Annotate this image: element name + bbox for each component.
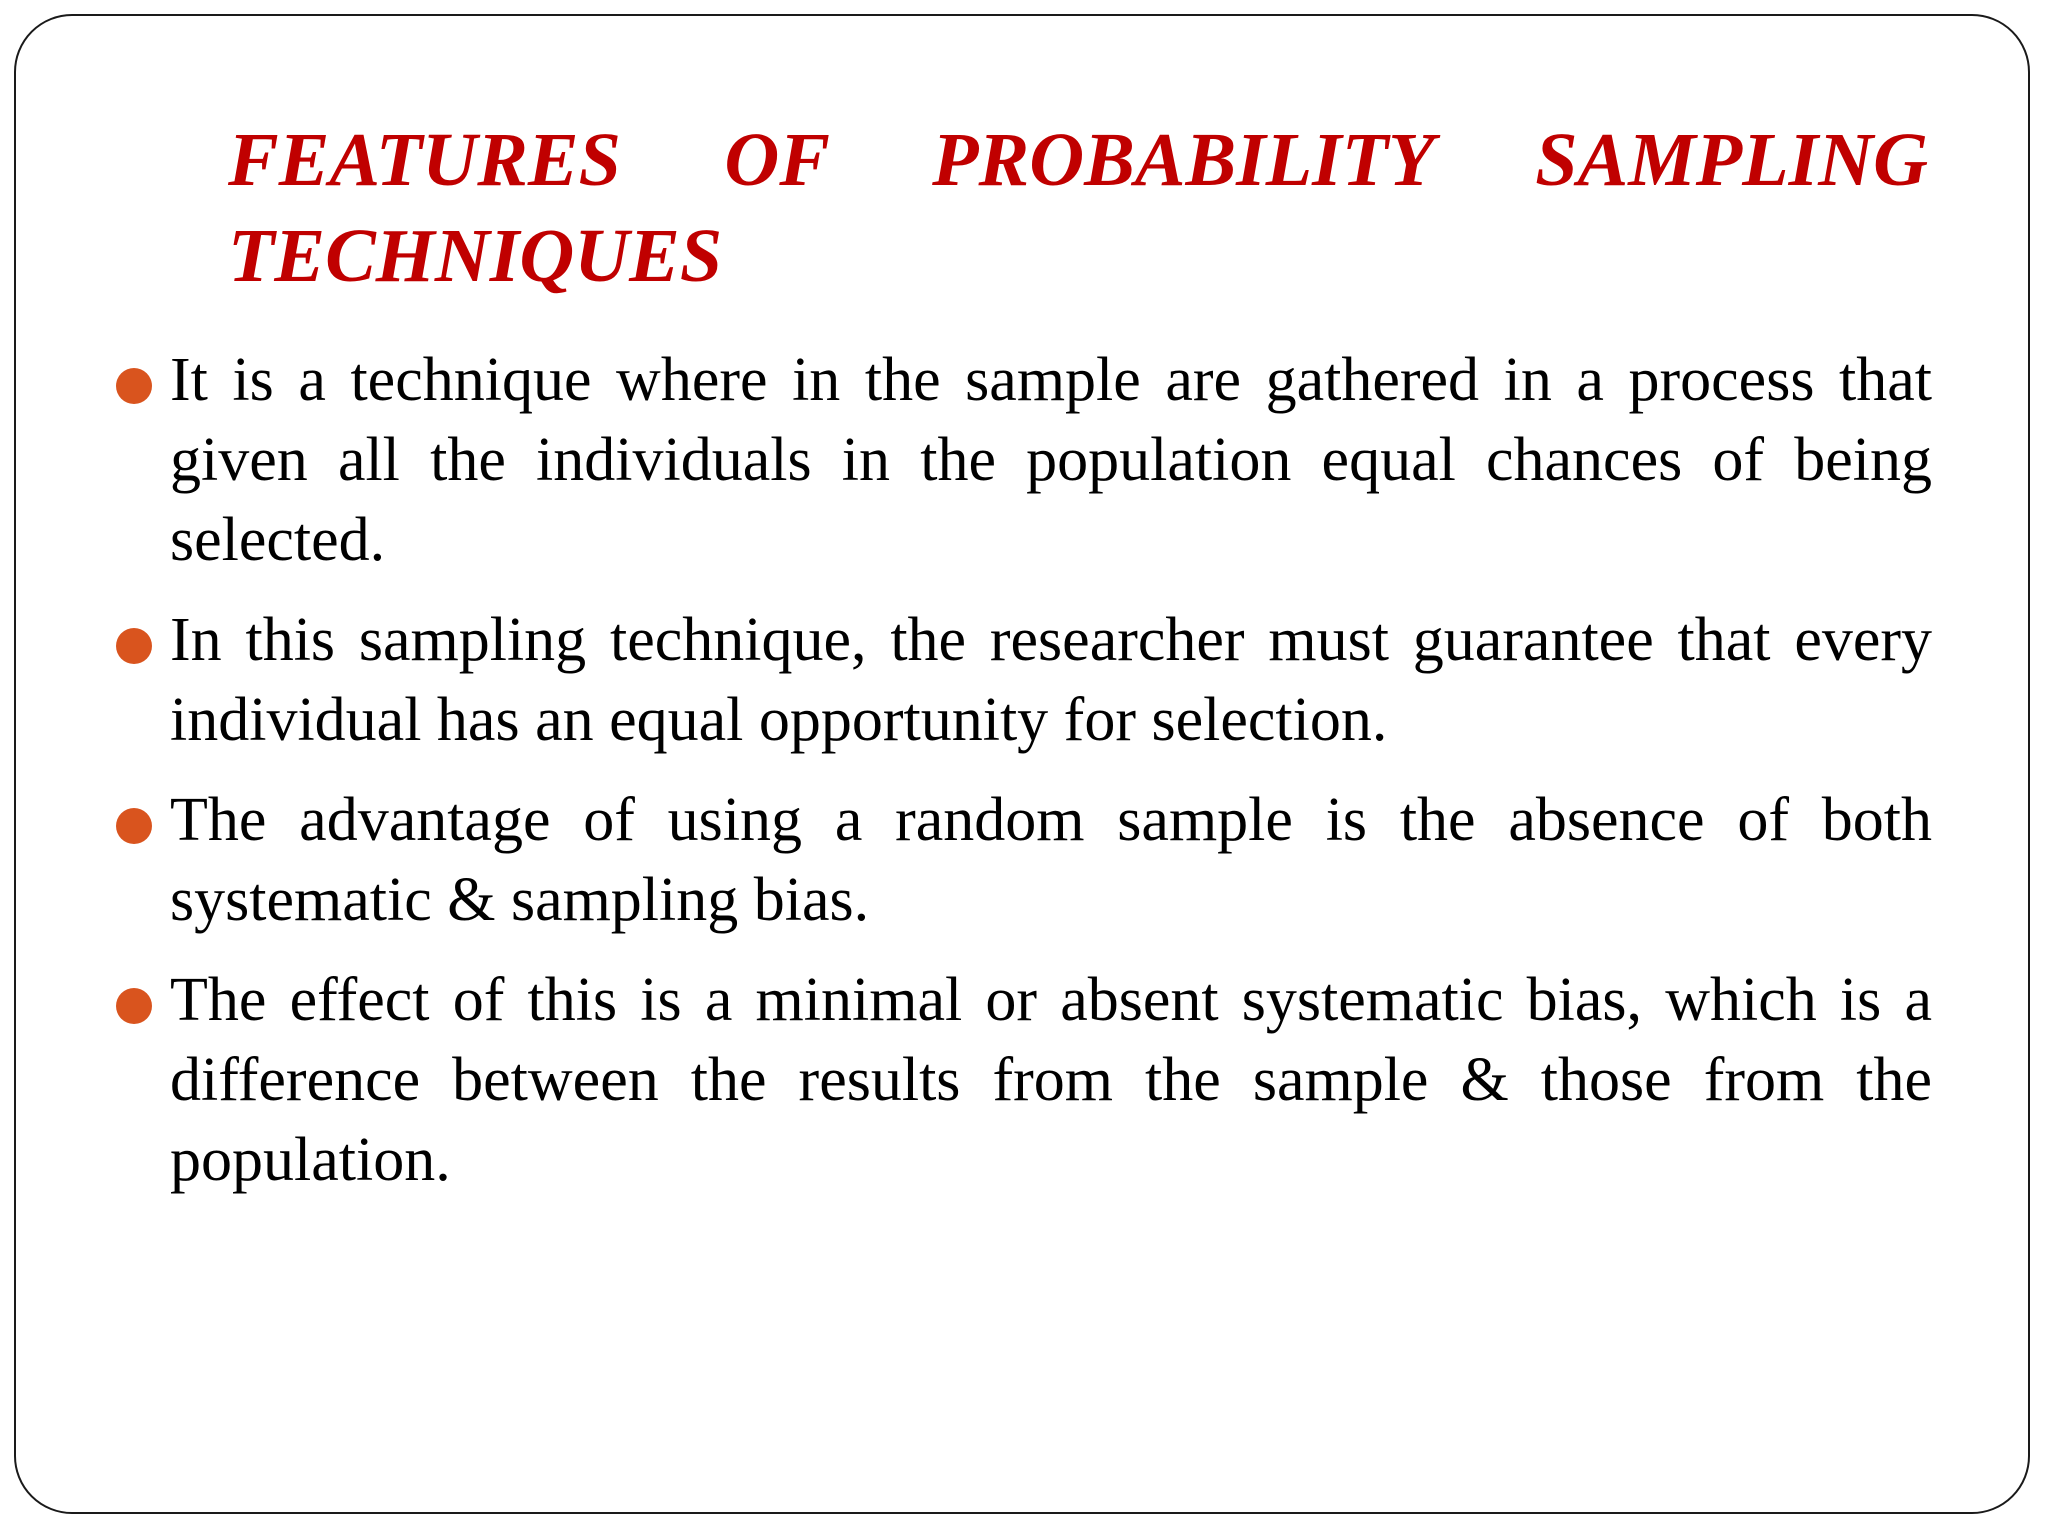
bullet-dot-icon (116, 628, 152, 664)
bullet-item (112, 780, 1932, 940)
slide-title (228, 112, 1928, 304)
bullet-text: In this sampling technique, the researcher must guarantee that every individual has an equal opportunity for selection. (170, 606, 1932, 754)
bullet-item (112, 600, 1932, 760)
bullet-list (112, 340, 1932, 1220)
bullet-dot-icon (116, 368, 152, 404)
bullet-item (112, 960, 1932, 1200)
bullet-text: It is a technique where in the sample are gathered in a process that given all the individuals in the population equal chances of being selected. (170, 346, 1932, 574)
bullet-text: The effect of this is a minimal or absent systematic bias, which is a difference between the results from the sample & those from the population. (170, 966, 1932, 1194)
bullet-dot-icon (116, 808, 152, 844)
bullet-dot-icon (116, 988, 152, 1024)
slide-title-line-1: FEATURES OF PROBABILITY SAMPLING (228, 118, 1928, 202)
slide-title-line-2: TECHNIQUES (228, 214, 723, 298)
bullet-text: The advantage of using a random sample is the absence of both systematic & sampling bias. (170, 786, 1932, 934)
bullet-item (112, 340, 1932, 580)
